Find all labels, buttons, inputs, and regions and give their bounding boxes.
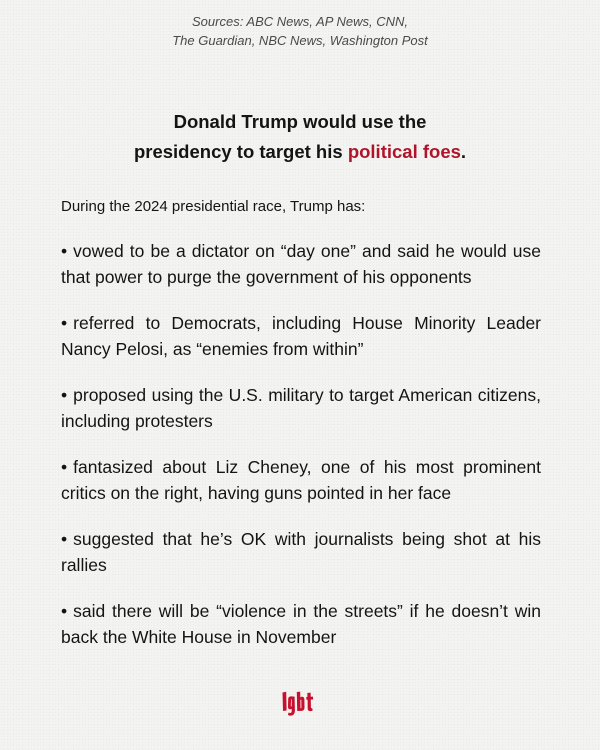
headline bbox=[0, 107, 600, 167]
bullet-item bbox=[61, 526, 541, 578]
bullet-text: referred to Democrats, including House Minority Leader Nancy Pelosi, as “enemies from within” bbox=[61, 313, 541, 359]
sources-line-1: Sources: ABC News, AP News, CNN, bbox=[192, 14, 408, 29]
bullet-item bbox=[61, 382, 541, 434]
bullet-dot: • bbox=[61, 313, 68, 333]
bullet-item bbox=[61, 454, 541, 506]
lgbt-logo-mark bbox=[283, 692, 314, 716]
bullet-dot: • bbox=[61, 457, 68, 477]
bullet-dot: • bbox=[61, 529, 68, 549]
bullet-dot: • bbox=[61, 601, 68, 621]
bullet-dot: • bbox=[61, 241, 68, 261]
headline-accent-text: political foes bbox=[347, 141, 461, 162]
bullet-text: said there will be “violence in the streets” if he doesn’t win back the White House in November bbox=[61, 601, 541, 647]
bullet-item bbox=[61, 238, 541, 290]
bullet-list bbox=[61, 238, 541, 670]
lgbt-logo bbox=[281, 690, 321, 718]
headline-line-2-suffix: . bbox=[460, 141, 467, 162]
bullet-text: fantasized about Liz Cheney, one of his most prominent critics on the right, having guns pointed in her face bbox=[61, 457, 541, 503]
bullet-dot: • bbox=[61, 385, 68, 405]
headline-line-1: Donald Trump would use the bbox=[173, 111, 427, 132]
bullet-item bbox=[61, 310, 541, 362]
bullet-item bbox=[61, 598, 541, 650]
headline-line-2-prefix: presidency to target his bbox=[133, 141, 348, 162]
bullet-text: vowed to be a dictator on “day one” and said he would use that power to purge the government of his opponents bbox=[61, 241, 541, 287]
bullet-text: suggested that he’s OK with journalists being shot at his rallies bbox=[61, 529, 541, 575]
intro-text: During the 2024 presidential race, Trump has: bbox=[61, 198, 366, 215]
bullet-text: proposed using the U.S. military to target American citizens, including protesters bbox=[61, 385, 541, 431]
sources-caption bbox=[0, 12, 600, 50]
headline-line-2 bbox=[0, 137, 600, 167]
sources-line-2: The Guardian, NBC News, Washington Post bbox=[172, 33, 428, 48]
